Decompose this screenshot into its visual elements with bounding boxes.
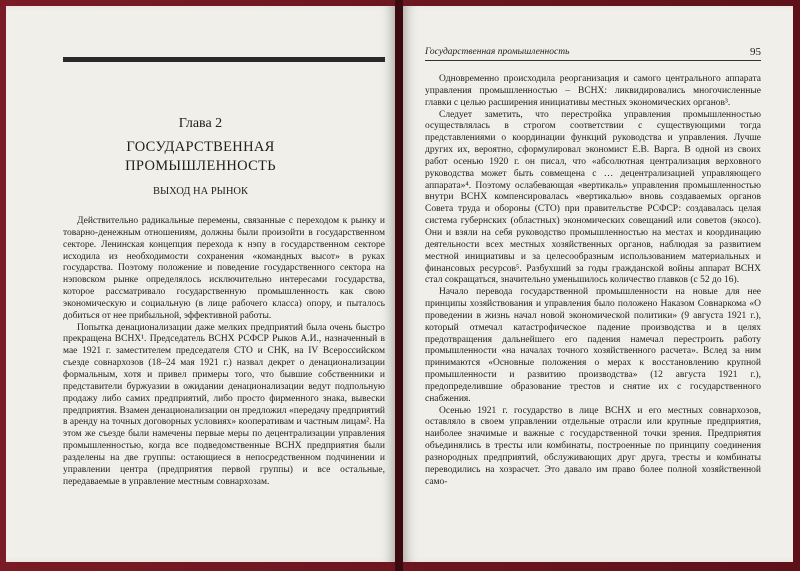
chapter-label: Глава 2: [178, 116, 223, 131]
chapter-title-line: ПРОМЫШЛЕННОСТЬ: [125, 158, 276, 174]
paragraph: Попытка денационализации даже мелких предприятий была очень быстро прекращена ВСНХ¹. Председатель ВСНХ РСФСР Рыков А.И., назначенный в мае 1921 г. заместителем председателя СТО и СНК, на IV Всероссийском съезде совнархозов (18–24 мая 1921 г.) назвал декрет о денационализации формальным, хотя и привел примеры того, что бывшие собственники и представители буржуазии в ожидании денационализации ведут подпольную продажу либо самих предприятий, либо просто фирменного знака, вывески предприятия. Взамен денационализации он предложил «передачу предприятий в аренду на точных договорных условиях» кооперативам и частным лицам². На этом же съезде были намечены первые меры по децентрализации управления промышленностью, когда все подведомственные ВСНХ предприятия были разделены на две группы: остающиеся в непосредственном подчинении и управлении центра (предприятия первой группы) и все остальные, передаваемые в управление местным совнархозам.: [63, 322, 385, 487]
paragraph: Следует заметить, что перестройка управления промышленностью осуществлялась в строгом соответствии с существующими тогда представлениями о координации функций руководства и управления. Лучше других их, вероятно, сформулировал экономист Е.В. Варга. В одной из своих работ осенью 1920 г. он писал, что «абсолютная централизация верховного руководства может быть совмещена с … децентрализацией управляющего аппарата»⁴. Поэтому ослабевающая «вертикаль» управления промышленностью внутри ВСНХ компенсировалась «вертикалью» вновь создаваемых органов Совета труда и обороны (СТО) при правительстве РСФСР: создавалась целая система губернских (областных) экономических совещаний или советов (экосо). Они и взяли на себя руководство промышленностью на местах и координацию деятельности всех местных хозяйственных органов, наблюдая за развитием местной инициативы и за целесообразным использованием материальных и финансовых ресурсов⁵. Разбухший за годы гражданской войны аппарат ВСНХ стал сокращаться, значительно уменьшилось количество главков (с 52 до 16).: [425, 109, 761, 286]
section-title: ВЫХОД НА РЫНОК: [152, 186, 248, 197]
paragraph: Одновременно происходила реорганизация и самого центрального аппарата управления промышленностью – ВСНХ: ликвидировались многочисленные главки с целью расширения инициативы местных экономических органов³.: [425, 74, 761, 108]
chapter-title: [6, 138, 395, 176]
chapter-rule: [63, 57, 385, 62]
paragraph: Начало перевода государственной промышленности на новые для нее принципы хозяйствования и управления было положено Наказом Совнаркома «О проведении в жизнь начал новой экономической политики» (9 августа 1921 г.), который отмечал катастрофическое падение производства и в целях предотвращения дальнейшего его падения намечал перестроить работу промышленности «на началах точного хозяйственного расчета». Вслед за ним принимаются «Основные положения о мерах к восстановлению крупной промышленности и развитию производства» (12 августа 1921 г.), предопределившие образование трестов и снятие их с государственного снабжения.: [425, 287, 761, 404]
running-head: Государственная промышленность: [425, 47, 570, 57]
right-body-text: [425, 74, 761, 489]
running-head-rule: [425, 60, 761, 61]
right-page: [403, 6, 793, 562]
paragraph: Осенью 1921 г. государство в лице ВСНХ и его местных совнархозов, оставляло в своем управлении отдельные отрасли или крупные предприятия, наиболее значимые и важные с государственной точки зрения. Предприятия объединялись в тресты или комбинаты, построенные по принципу соединения разнородных предприятий, обслуживающих друг друга, тресты и комбинаты переводились на хозрасчет. Это давало им право более полной хозяйственной само-: [425, 405, 761, 487]
paragraph: Действительно радикальные перемены, связанные с переходом к рынку и товарно-денежным отношениям, должны были произойти в государственном секторе. Ленинская концепция перехода к нэпу в государственном секторе исходила из необходимости сохранения «командных высот» в руках государства. Поэтому положение и поведение государственного сектора на нэповском рынке определялось исключительно интересами государства, которое рассматривало государственную промышленность как свою экономическую и социальную (в лице рабочего класса) опору, и пыталось добиться от нее прибыльной, эффективной работы.: [63, 216, 385, 321]
book-gutter: [395, 0, 403, 571]
left-body-text: [63, 216, 385, 488]
left-page: [6, 6, 395, 562]
page-number: 95: [750, 46, 761, 58]
chapter-title-line: ГОСУДАРСТВЕННАЯ: [126, 139, 275, 155]
